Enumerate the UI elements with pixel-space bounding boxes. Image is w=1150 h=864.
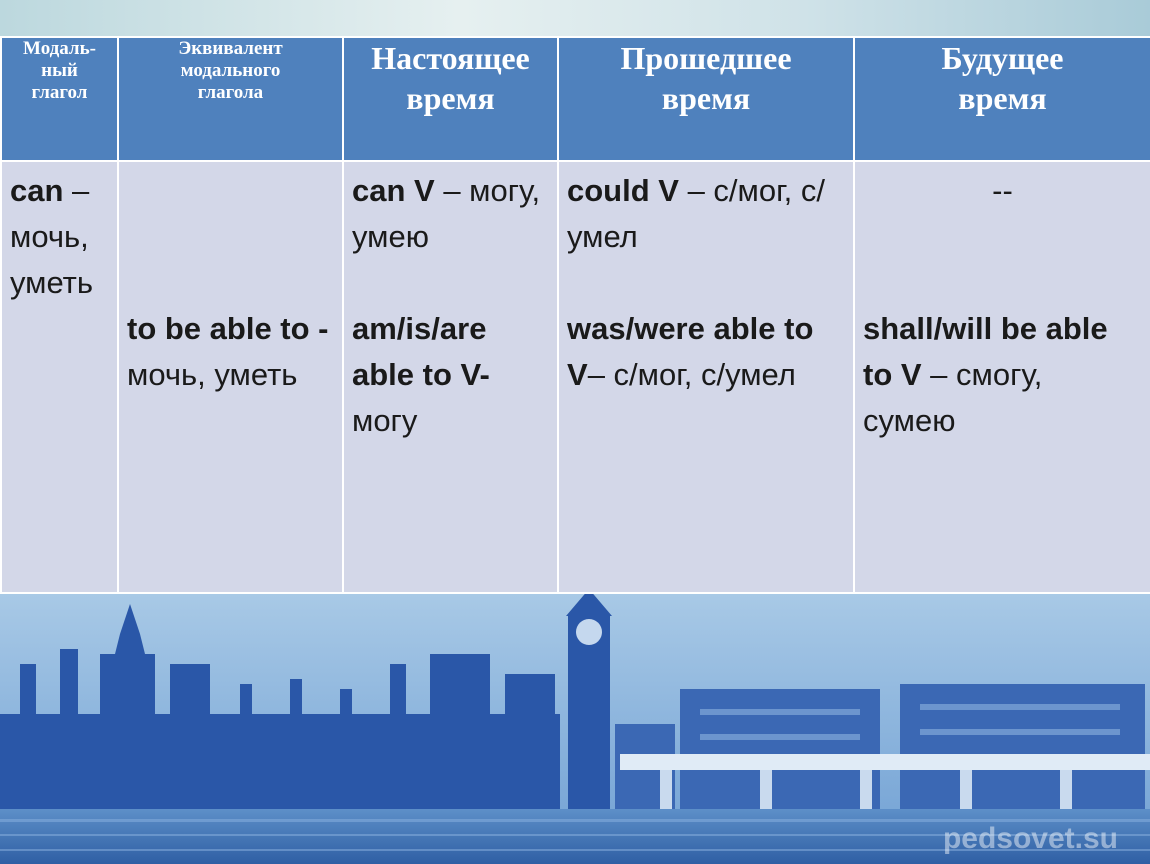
london-skyline-image	[0, 594, 1150, 864]
header-future: Будущее время	[854, 37, 1150, 161]
header-present: Настоящее время	[343, 37, 558, 161]
present-form-1: can V	[352, 173, 435, 208]
present-meaning-1: – могу, умею	[352, 173, 541, 254]
modal-verbs-table	[0, 36, 1150, 594]
watermark-text: pedsovet.su	[942, 822, 1118, 855]
cell-future	[854, 161, 1150, 593]
header-row	[1, 37, 1150, 161]
cell-modal-verb	[1, 161, 118, 593]
equivalent-meaning: мочь, уметь	[127, 357, 298, 392]
cell-equivalent	[118, 161, 343, 593]
equivalent-term: to be able to -	[127, 311, 329, 346]
header-past: Прошедшее время	[558, 37, 854, 161]
cell-present	[343, 161, 558, 593]
modal-verb-meaning: – мочь, уметь	[10, 173, 94, 300]
past-meaning-2: – с/мог, с/умел	[587, 357, 796, 392]
future-form-1: --	[992, 173, 1013, 208]
future-form-2: shall/will be able to V	[863, 311, 1108, 392]
past-meaning-1: – с/мог, с/умел	[567, 173, 825, 254]
past-form-2: was/were able to V	[567, 311, 814, 392]
header-modal-verb: Модаль- ный глагол	[1, 37, 118, 161]
modal-verb-term: can	[10, 173, 64, 208]
future-meaning-2: – смогу, сумею	[863, 357, 1043, 438]
present-form-2: am/is/are able to V-	[352, 311, 490, 392]
present-meaning-2: могу	[352, 403, 418, 438]
top-background-strip	[0, 0, 1150, 38]
header-equivalent: Эквивалент модального глагола	[118, 37, 343, 161]
table-row	[1, 161, 1150, 593]
cell-past	[558, 161, 854, 593]
past-form-1: could V	[567, 173, 679, 208]
